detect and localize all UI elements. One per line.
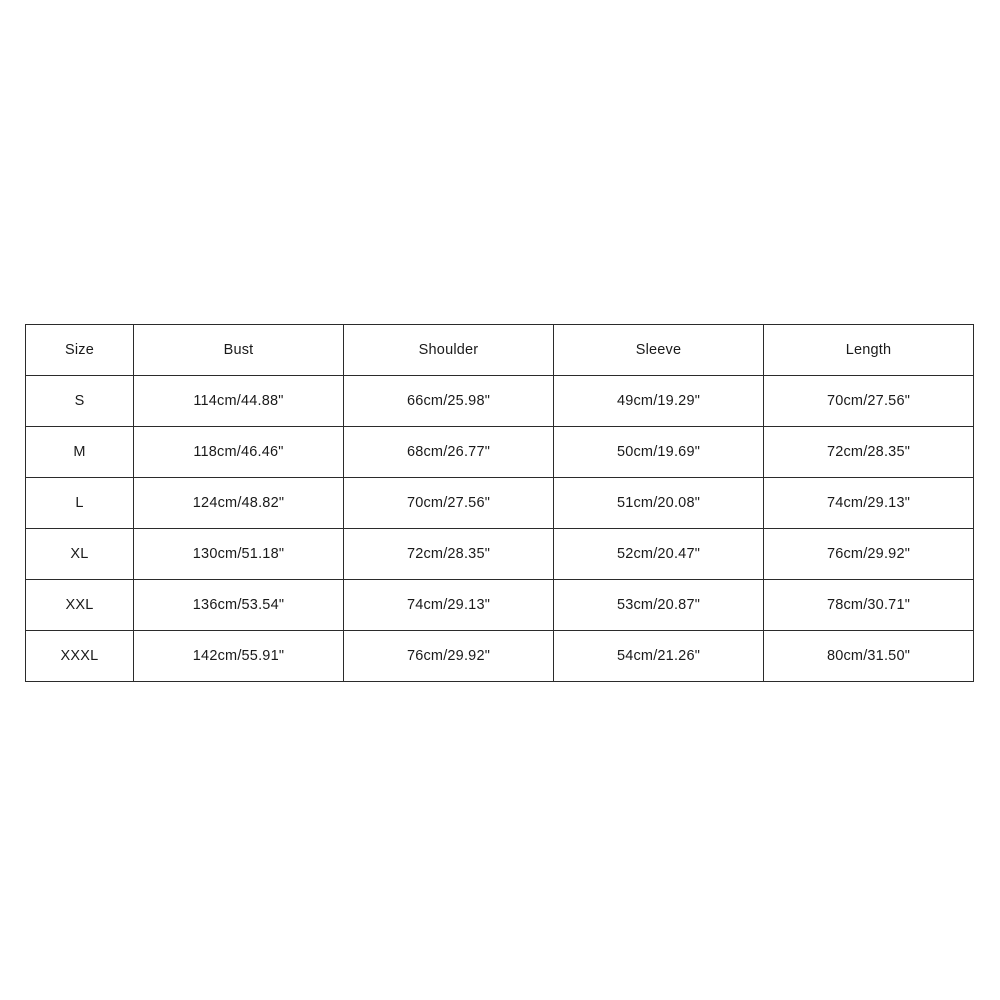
- cell-bust: 136cm/53.54": [134, 580, 344, 631]
- cell-shoulder: 70cm/27.56": [344, 478, 554, 529]
- cell-length: 78cm/30.71": [764, 580, 974, 631]
- table-row: [26, 427, 974, 478]
- table-row: [26, 580, 974, 631]
- cell-sleeve: 54cm/21.26": [554, 631, 764, 682]
- column-header-sleeve: Sleeve: [554, 325, 764, 376]
- table-header-row: [26, 325, 974, 376]
- cell-sleeve: 49cm/19.29": [554, 376, 764, 427]
- cell-size: L: [26, 478, 134, 529]
- table-row: [26, 376, 974, 427]
- cell-shoulder: 72cm/28.35": [344, 529, 554, 580]
- cell-sleeve: 52cm/20.47": [554, 529, 764, 580]
- cell-bust: 124cm/48.82": [134, 478, 344, 529]
- cell-bust: 130cm/51.18": [134, 529, 344, 580]
- cell-shoulder: 76cm/29.92": [344, 631, 554, 682]
- cell-shoulder: 74cm/29.13": [344, 580, 554, 631]
- size-chart-container: [25, 324, 973, 682]
- cell-size: XXL: [26, 580, 134, 631]
- cell-length: 72cm/28.35": [764, 427, 974, 478]
- column-header-bust: Bust: [134, 325, 344, 376]
- cell-size: S: [26, 376, 134, 427]
- cell-shoulder: 68cm/26.77": [344, 427, 554, 478]
- cell-bust: 114cm/44.88": [134, 376, 344, 427]
- cell-size: M: [26, 427, 134, 478]
- cell-bust: 142cm/55.91": [134, 631, 344, 682]
- column-header-length: Length: [764, 325, 974, 376]
- table-row: [26, 529, 974, 580]
- cell-length: 74cm/29.13": [764, 478, 974, 529]
- cell-length: 70cm/27.56": [764, 376, 974, 427]
- cell-length: 76cm/29.92": [764, 529, 974, 580]
- cell-length: 80cm/31.50": [764, 631, 974, 682]
- column-header-shoulder: Shoulder: [344, 325, 554, 376]
- cell-size: XXXL: [26, 631, 134, 682]
- table-row: [26, 478, 974, 529]
- cell-size: XL: [26, 529, 134, 580]
- cell-sleeve: 51cm/20.08": [554, 478, 764, 529]
- size-chart-table: [25, 324, 974, 682]
- cell-shoulder: 66cm/25.98": [344, 376, 554, 427]
- table-header: [26, 325, 974, 376]
- column-header-size: Size: [26, 325, 134, 376]
- cell-bust: 118cm/46.46": [134, 427, 344, 478]
- table-body: [26, 376, 974, 682]
- cell-sleeve: 53cm/20.87": [554, 580, 764, 631]
- cell-sleeve: 50cm/19.69": [554, 427, 764, 478]
- table-row: [26, 631, 974, 682]
